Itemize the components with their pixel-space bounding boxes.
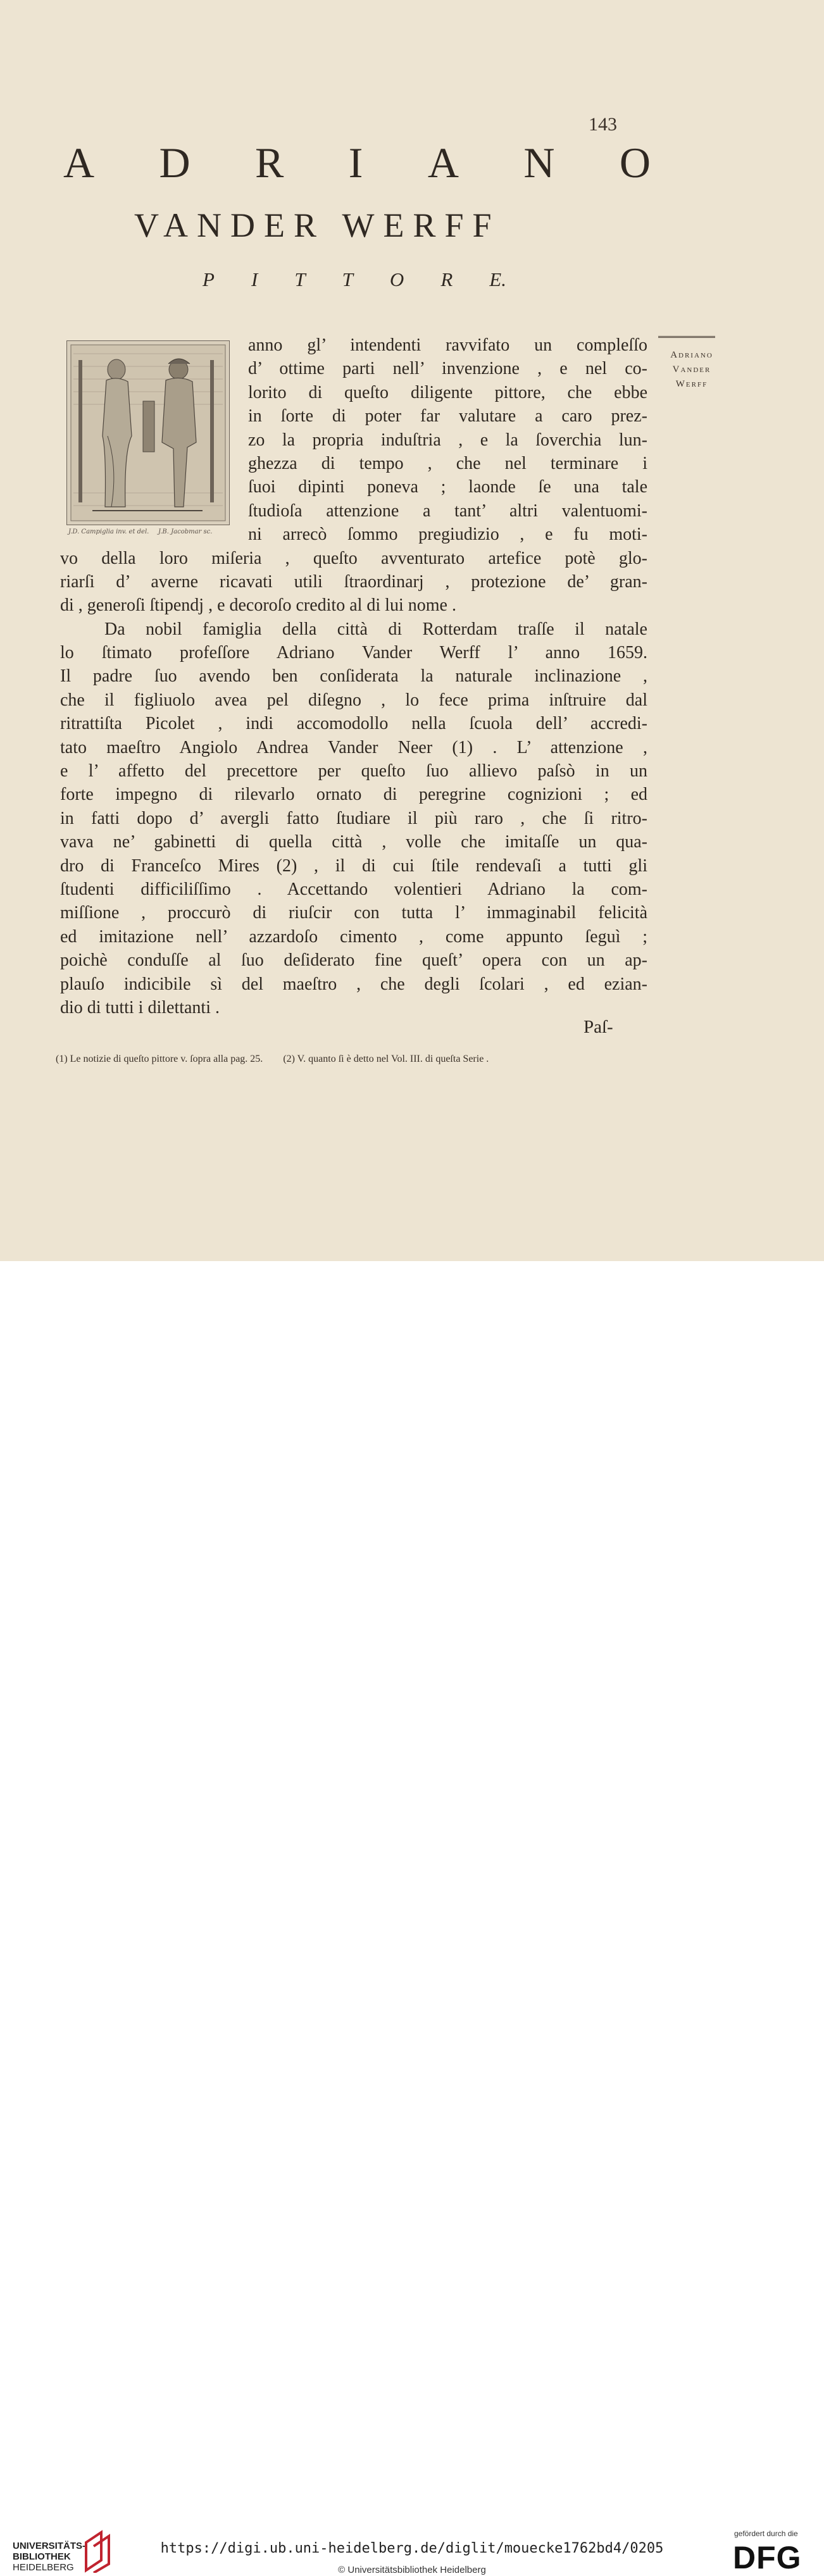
catchword: Paſ-: [584, 1017, 613, 1037]
text-line: ſtudenti difficiliſſimo . Accettando volentieri Adriano la com-: [60, 879, 647, 899]
engraving-credit-engraver: J.B. Jacobmar sc.: [158, 528, 213, 535]
text-line: vava ne’ gabinetti di quella città , volle che imitaſſe un qua-: [60, 832, 647, 852]
text-line: ſuoi dipinti poneva ; laonde ſe una tale: [248, 477, 647, 497]
engraving-credit-designer: J.D. Campiglia inv. et del.: [68, 528, 149, 535]
footnote: (1) Le notizie di queſto pittore v. ſopra alla pag. 25.: [56, 1054, 263, 1064]
dfg-logo: DFG: [733, 2540, 802, 2575]
text-line: in ſorte di poter far valutare a caro prez-: [248, 406, 647, 426]
funding-note: gefördert durch die: [734, 2529, 798, 2538]
page-number: 143: [589, 114, 617, 135]
title-letter: R: [255, 139, 285, 187]
library-line: UNIVERSITÄTS-: [13, 2541, 86, 2551]
title-letter: D: [159, 139, 192, 187]
title-surname: VANDER WERFF: [134, 206, 501, 244]
text-line: che il figliuolo avea pel diſegno , lo fece prima inſtruire dal: [60, 690, 647, 710]
text-line: ghezza di tempo , che nel terminare i: [248, 453, 647, 473]
title-role-letter: T: [294, 268, 306, 290]
title-letter: A: [427, 139, 460, 187]
title-role-letter: I: [251, 268, 258, 290]
footnote: (2) V. quanto ſi è detto nel Vol. III. di queſta Serie .: [283, 1054, 489, 1064]
body-text: [60, 333, 647, 1019]
footnotes: [56, 1054, 506, 1065]
margin-note-line: Adriano: [670, 350, 713, 360]
library-line: HEIDELBERG: [13, 2562, 74, 2573]
title-role-letter: P: [203, 268, 215, 290]
margin-note-line: Werff: [675, 379, 708, 389]
text-line: vo della loro miſeria , queſto avventurato artefice potè glo-: [60, 548, 647, 568]
title-first-name: [63, 138, 652, 188]
text-line: Da nobil famiglia della città di Rotterdam traſſe il natale: [104, 619, 647, 639]
text-line: ni arrecò ſommo pregiudizio , e fu moti-: [248, 525, 647, 545]
text-line: poichè conduſſe al ſuo deſiderato fine queſt’ opera con un ap-: [60, 950, 647, 971]
text-line: d’ ottime parti nell’ invenzione , e nel co-: [248, 359, 647, 379]
text-line: forte impegno di rilevarlo ornato di peregrine cognizioni ; ed: [60, 785, 647, 805]
title-letter: I: [348, 139, 365, 187]
text-line: di , generoſi ſtipendj , e decoroſo credito al di lui nome .: [60, 595, 456, 616]
text-line: anno gl’ intendenti ravvifato un compleſſo: [248, 335, 647, 355]
scanned-page: [0, 0, 824, 1261]
library-line: BIBLIOTHEK: [13, 2551, 71, 2562]
text-line: tato maeſtro Angiolo Andrea Vander Neer (1) . L’ attenzione ,: [60, 737, 647, 757]
title-role: [203, 268, 506, 291]
text-line: plauſo indicibile sì del maeſtro , che degli ſcolari , ed ezian-: [60, 974, 647, 994]
copyright-notice: © Universitätsbibliothek Heidelberg: [338, 2565, 486, 2575]
permalink-url[interactable]: https://digi.ub.uni-heidelberg.de/diglit/mouecke1762bd4/0205: [160, 2541, 664, 2556]
text-line: Il padre ſuo avendo ben conſiderata la naturale inclinazione ,: [60, 666, 647, 687]
text-line: ed imitazione nell’ azzardoſo cimento , come appunto ſeguì ;: [60, 926, 647, 947]
text-line: ritrattiſta Picolet , indi accomodollo nella ſcuola dell’ accredi-: [60, 714, 647, 734]
text-line: e l’ affetto del precettore per queſto ſuo allievo paſsò in un: [60, 761, 647, 781]
margin-note: [651, 348, 733, 392]
text-line: riarſi d’ averne ricavati utili ſtraordinarj , protezione de’ gran-: [60, 571, 647, 592]
title-letter: O: [619, 139, 652, 187]
title-letter: N: [523, 139, 556, 187]
digitization-footer: [0, 1261, 824, 2575]
text-line: ſtudioſa attenzione a tant’ altri valentuomi-: [248, 501, 647, 521]
title-role-letter: T: [342, 268, 353, 290]
text-line: in fatti dopo d’ avergli fatto ſtudiare il più raro , che ſi ritro-: [60, 808, 647, 828]
text-line: dio di tutti i dilettanti .: [60, 997, 220, 1017]
title-letter: A: [63, 139, 96, 187]
title-role-letter: E.: [489, 268, 506, 290]
margin-note-line: Vander: [672, 364, 711, 375]
margin-rule: [658, 336, 715, 338]
text-line: lorito di queſto diligente pittore, che ebbe: [248, 382, 647, 402]
text-line: dro di Franceſco Mires (2) , il di cui ſtile rendevaſi a tutti gli: [60, 856, 647, 876]
text-line: lo ſtimato profeſſore Adriano Vander Werff l’ anno 1659.: [60, 643, 647, 663]
text-line: zo la propria induſtria , e la ſoverchia lun-: [248, 430, 647, 450]
text-line: miſſione , proccurò di riuſcir con tutta l’ immaginabil felicità: [60, 903, 647, 923]
title-role-letter: O: [389, 268, 404, 290]
title-role-letter: R: [440, 268, 453, 290]
